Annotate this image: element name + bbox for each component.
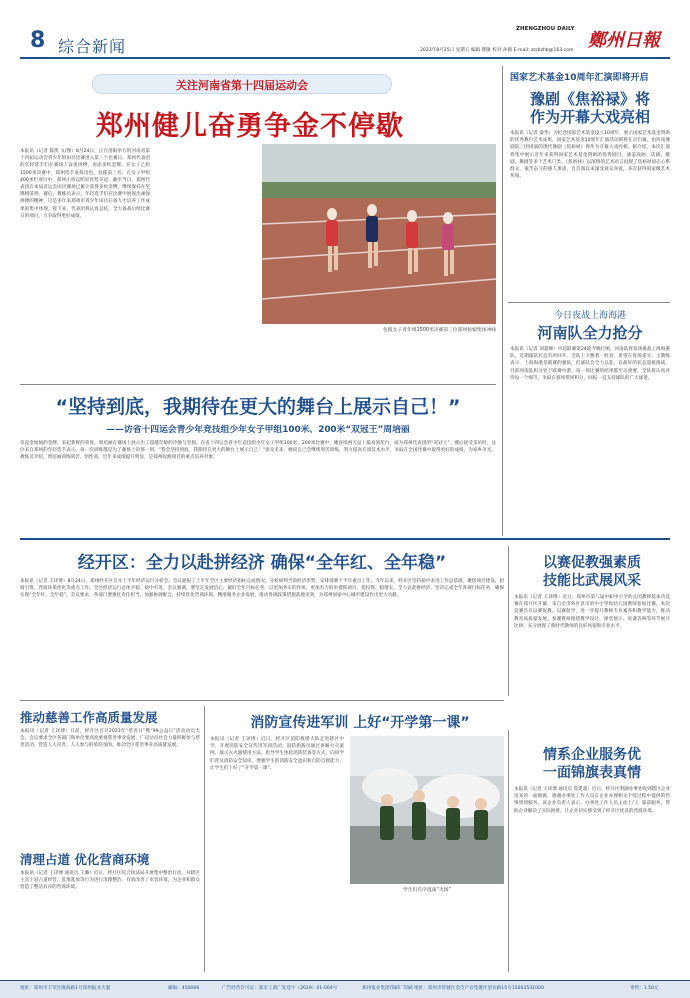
story5-body: 本报讯（记者 王译博）8月24日，郑州经开区召开上半年经济运行分析会。会议通报了上半年全区主要经济指标完成情况，分析研判当前经济形势，安排部署下半年重点工作。今年以来，经开区坚持稳中求进工作总基调，聚焦项目建设、招商引资、营商环境优化等重点工作，全区经济运行总体平稳、稳中有进。会议强调，要坚定发展信心，紧盯全年目标任务，以更加务实的作风、更加有力的举措抓项目、促投资、稳增长，全力以赴拼经济，坚决完成全年各项目标任务，确保实现“全年红、全年稳”。会议要求，各部门要强化责任担当，加强协调配合，持续优化营商环境，精准服务企业发展，推动各项政策措施落地见效，为郑州国家中心城市建设作出更大贡献。 bbox=[20, 579, 504, 599]
story3-kicker: 国家艺术基金10周年汇演即将开启 bbox=[510, 73, 649, 83]
story9-photo-caption: 学生们有序逃离“火场” bbox=[402, 888, 452, 893]
story1-photo bbox=[262, 144, 496, 324]
story9-body-col2 bbox=[350, 896, 504, 972]
story10-body: 本报讯（记者 王译博 通讯员 焦建超）近日，经开区明湖办事处收到辖区企业送来的一面锦旗，感谢办事处工作人员在企业办理相关手续过程中提供的热情周到服务。该企业负责人表示，办事处工作人员主动上门、靠前服务，帮助企业解决了实际困难，让企业切实感受到了经开区优良的营商环境。 bbox=[514, 787, 670, 814]
story9-headline: 消防宣传进军训 上好“开学第一课” bbox=[250, 715, 470, 731]
footer-license: 广告经营许可证：郑市工商广发登字（2019）01-004号 bbox=[222, 986, 338, 991]
lower-divider bbox=[20, 700, 504, 701]
left-right-divider bbox=[502, 66, 503, 536]
story6-body: 本报讯（记者 王译博）近日，郑州市第八届中职中小学幼儿园教师基本功竞赛在郑开区开幕，来自全市各区县市的中小学和幼儿园教师参加比赛。本次竞赛旨在以赛促教、以赛促学，进一步提升教师专业素养和教学能力，推动教育高质量发展。参赛教师围绕教学设计、课堂展示、说课答辩等环节展开比拼，充分展现了新时代教师的良好风貌和专业水平。 bbox=[514, 595, 670, 629]
footer-printer: 郑州报业集团印刷厂印刷 地址：郑州市管城区金岱产业集聚区创业路15号15603531000 bbox=[362, 986, 544, 991]
date-line: 2023年8月25日 星期五 编辑 瞿敏 校对 孙鹤 E-mail: zzrbzhb@163.com bbox=[420, 48, 574, 53]
story7-headline: 推动慈善工作高质量发展 bbox=[20, 710, 158, 725]
story3-divider bbox=[508, 302, 670, 303]
story4-headline: 河南队全力抢分 bbox=[537, 324, 643, 342]
mid-page-rule bbox=[20, 538, 670, 540]
masthead bbox=[0, 0, 690, 60]
story9-photo bbox=[350, 736, 504, 884]
story3-headline-line1: 豫剧《焦裕禄》将 bbox=[529, 90, 650, 108]
story5-story6-divider bbox=[508, 546, 509, 696]
footer-postcode: 邮编：450006 bbox=[168, 986, 200, 991]
story2-subhead: ——访省十四运会青少年竞技组少年女子甲组100米、200米“双冠王”周培丽 bbox=[106, 425, 410, 435]
story1-body: 本报讯（记者 陈凯 文/图）8月24日，正在洛阳举行的河南省第十四届运动会青少年组田径比赛进入第三个比赛日，郑州代表团的年轻选手们在赛场上奋勇拼搏，再添多枚金牌。在女子乙组1500米决赛中，郑州选手发挥出色，包揽前三名；在女子甲组400米栏项目中，郑州小将以明显优势夺冠。截至当日，郑州代表团在本届省运会田径赛场已累计获得多枚金牌，继续保持在奖牌榜前列。赛后，教练员表示，年轻选手们在比赛中展现出顽强拼搏的精神，这是多年来郑州市青少年田径后备人才培养工作成果的集中体现。接下来，代表团将认真总结，全力备战后续比赛日的项目，力争取得更好成绩。 bbox=[20, 149, 150, 219]
story5-headline: 经开区：全力以赴拼经济 确保“全年红、全年稳” bbox=[77, 553, 447, 573]
runners-illustration bbox=[262, 144, 496, 324]
story4-kicker: 今日夜战上海海港 bbox=[553, 311, 626, 321]
story10-headline-line2: 一面锦旗表真情 bbox=[543, 765, 641, 781]
story6-headline-line2: 技能比武展风采 bbox=[543, 573, 641, 589]
story2-body: 章起金灿灿的金牌，来起新鲜的荣誉，周培丽在赛场上展示出了超越年龄的冷静与坚韧。在省十四运会青少年竞技组少年女子甲组100米、200米比赛中，她连续两天站上最高领奖台，成为郑州代表团的“双冠王”。赛后接受采访时，这位来自郑州的年轻选手表示，每一次训练都是为了赛场上的那一刻，“我会坚持到底，我期待在更大的舞台上展示自己！”谈及未来，她说自己会继续刻苦训练，努力提高专项技术水平，争取在全国比赛中取得更好的成绩，为家乡争光。教练员介绍，周培丽训练刻苦、悟性高，近年来成绩提升明显，是郑州短跑项目的重点培养对象。 bbox=[20, 441, 496, 461]
story1-headline: 郑州健儿奋勇争金不停歇 bbox=[96, 111, 404, 142]
story6-headline-line1: 以赛促教强素质 bbox=[543, 555, 641, 571]
story7-body: 本报讯（记者 王译博）日前，经开区召开2023年“慈善日”暨“99公益日”活动动员大会，会议要求全区各部门和单位要高度重视慈善事业发展，广泛动员社会力量积极参与慈善活动，营造人人向善、人人参与的浓厚氛围，推动全区慈善事业高质量发展。 bbox=[20, 729, 200, 749]
story1-divider bbox=[20, 384, 496, 385]
story1-body-col2 bbox=[155, 148, 255, 378]
story2-headline: “坚持到底，我期待在更大的舞台上展示自己！” bbox=[55, 396, 461, 418]
paper-logo: 鄭州日報 bbox=[588, 30, 660, 51]
story7-story9-divider bbox=[204, 706, 205, 972]
fire-drill-illustration bbox=[350, 736, 504, 884]
story9-story10-divider bbox=[508, 730, 509, 972]
story4-body: 本报讯（记者 刘超峰）中超联赛第24轮今晚打响，河南队将客场挑战上海海港队。近期球队状态有所回升，全队上下憋着一股劲，希望在客场拿分。主教练表示，上海海港是联赛的强队，但球队会全力以赴，以最好的状态迎接挑战。目前河南队积分处于联赛中游，每一场比赛的结果都至关重要，全队将认真对待每一个细节，争取在客场带回积分，回报一直支持球队的广大球迷。 bbox=[510, 347, 670, 381]
masthead-rule bbox=[20, 57, 670, 59]
story8-body: 本报讯（记者 王译博 通讯员 王璐）近日，经开区综合执法局开展集中整治行动，对辖区主次干道占道经营、乱堆乱放等行为进行清理整治，有效改善了市容环境，为企业和群众营造了整洁有序的营商环境。 bbox=[20, 871, 200, 891]
story10-headline-line1: 情系企业服务优 bbox=[543, 747, 641, 763]
footer-price: 零售：1.50元 bbox=[630, 986, 659, 991]
section-title: 综合新闻 bbox=[58, 37, 127, 56]
games-banner-text: 关注河南省第十四届运动会 bbox=[176, 79, 308, 92]
story3-body: 本报讯（记者 秦华）为纪念国家艺术基金设立10周年，展示国家艺术基金资助的优秀舞台艺术成果，国家艺术基金10周年汇演活动即将在京启幕。由河南豫剧院三团排演的现代豫剧《焦裕禄》将作为开幕大戏亮相。据介绍，本次汇演将集中展示近年来获得国家艺术基金资助的优秀剧目，涵盖戏曲、话剧、歌剧、舞剧等多个艺术门类。《焦裕禄》以深情的艺术语言再现了焦裕禄同志心系群众、艰苦奋斗的感人事迹，自首演以来深受观众喜爱，多次获得国家级艺术奖项。 bbox=[510, 131, 670, 180]
page-number: 8 bbox=[30, 28, 46, 53]
story8-headline: 清理占道 优化营商环境 bbox=[20, 852, 150, 867]
story9-body: 本报讯（记者 王译博）近日，经开区消防救援大队走进辖区中学，开展消防安全宣传进军训活动。消防指战员通过讲解火灾案例、演示灭火器使用方法、指导学生体验消防装备等方式，向同学们普及消防安全知识，增强学生的消防安全意识和自防自救能力，让学生们上好了“开学第一课”。 bbox=[210, 737, 344, 771]
story1-photo-caption: 包揽女子青年组1500米决赛前三位郑州姑娘集体冲线 bbox=[383, 328, 496, 333]
story3-headline-line2: 作为开幕大戏亮相 bbox=[529, 108, 650, 126]
footer-address: 地址：郑州市丰荣区陇海路1号郑州报业大厦 bbox=[20, 986, 111, 991]
paper-name-english: ZHENGZHOU DAILY bbox=[516, 26, 575, 32]
